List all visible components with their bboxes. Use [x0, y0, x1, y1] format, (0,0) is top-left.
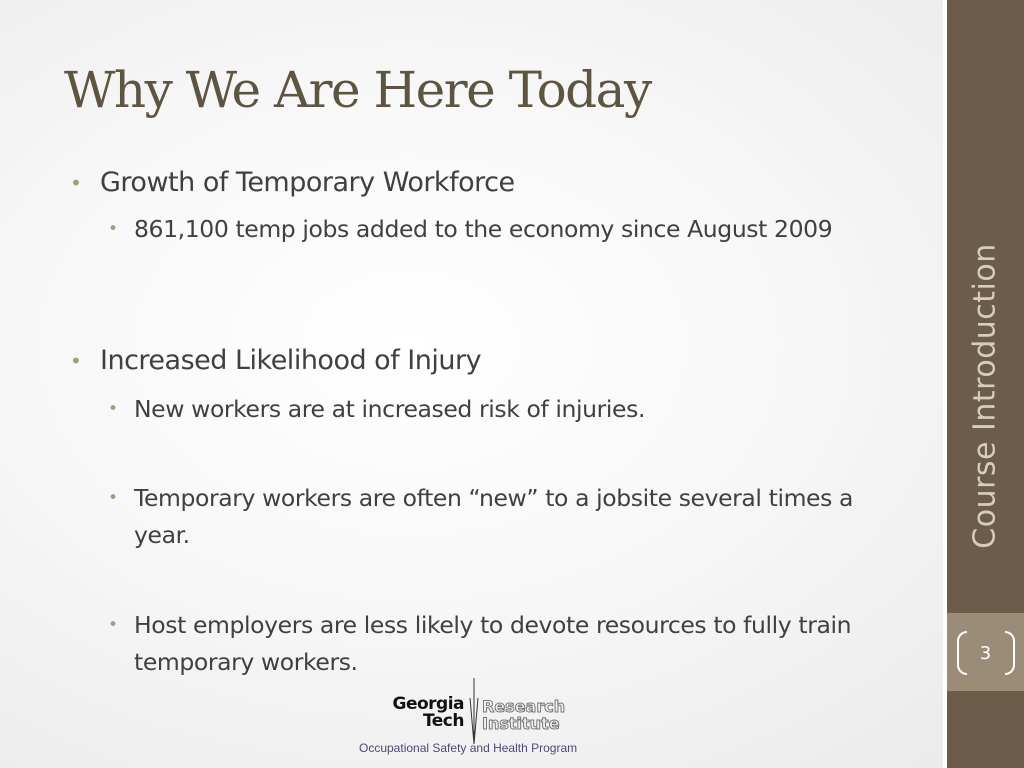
bullet-increased-likelihood-injury	[70, 344, 482, 378]
sub-bullet-new-workers-risk	[108, 391, 904, 428]
logo-research-institute-wordmark	[482, 698, 565, 732]
bullet-dot-icon: •	[70, 349, 82, 373]
tower-icon	[468, 678, 480, 746]
logo-line-georgia: Georgia	[392, 694, 464, 714]
slide-title: Why We Are Here Today	[64, 61, 651, 119]
bullet-dot-icon: •	[70, 171, 82, 195]
program-caption: Occupational Safety and Health Program	[359, 741, 578, 755]
logo-line-institute: Institute	[482, 714, 560, 733]
section-label: Course Introduction	[967, 243, 1003, 549]
logo-georgia-tech-wordmark	[372, 696, 464, 730]
sub-bullet-dot-icon: •	[108, 615, 118, 635]
sub-bullet-text: Temporary workers are often “new” to a jobsite several times a year.	[134, 484, 854, 549]
sub-bullet-dot-icon: •	[108, 219, 118, 239]
bullet-text: Increased Likelihood of Injury	[100, 345, 482, 376]
sub-bullet-dot-icon: •	[108, 488, 118, 508]
sub-bullet-dot-icon: •	[108, 399, 118, 419]
sub-bullet-temporary-workers-new	[108, 480, 904, 554]
bullet-text: Growth of Temporary Workforce	[100, 167, 515, 198]
sub-bullet-text: Host employers are less likely to devote resources to fully train temporary workers.	[134, 611, 852, 676]
page-number: 3	[979, 642, 992, 664]
sub-bullet-host-employers	[108, 607, 904, 681]
logo-line-research: Research	[482, 697, 566, 716]
sub-bullet-text: New workers are at increased risk of injuries.	[134, 395, 646, 423]
bullet-growth-temporary-workforce	[70, 166, 515, 200]
logo-line-tech: Tech	[422, 711, 464, 731]
sub-bullet-text: 861,100 temp jobs added to the economy since August 2009	[134, 215, 833, 243]
sub-bullet-temp-jobs	[108, 211, 904, 248]
georgia-tech-research-institute-logo	[372, 678, 592, 746]
